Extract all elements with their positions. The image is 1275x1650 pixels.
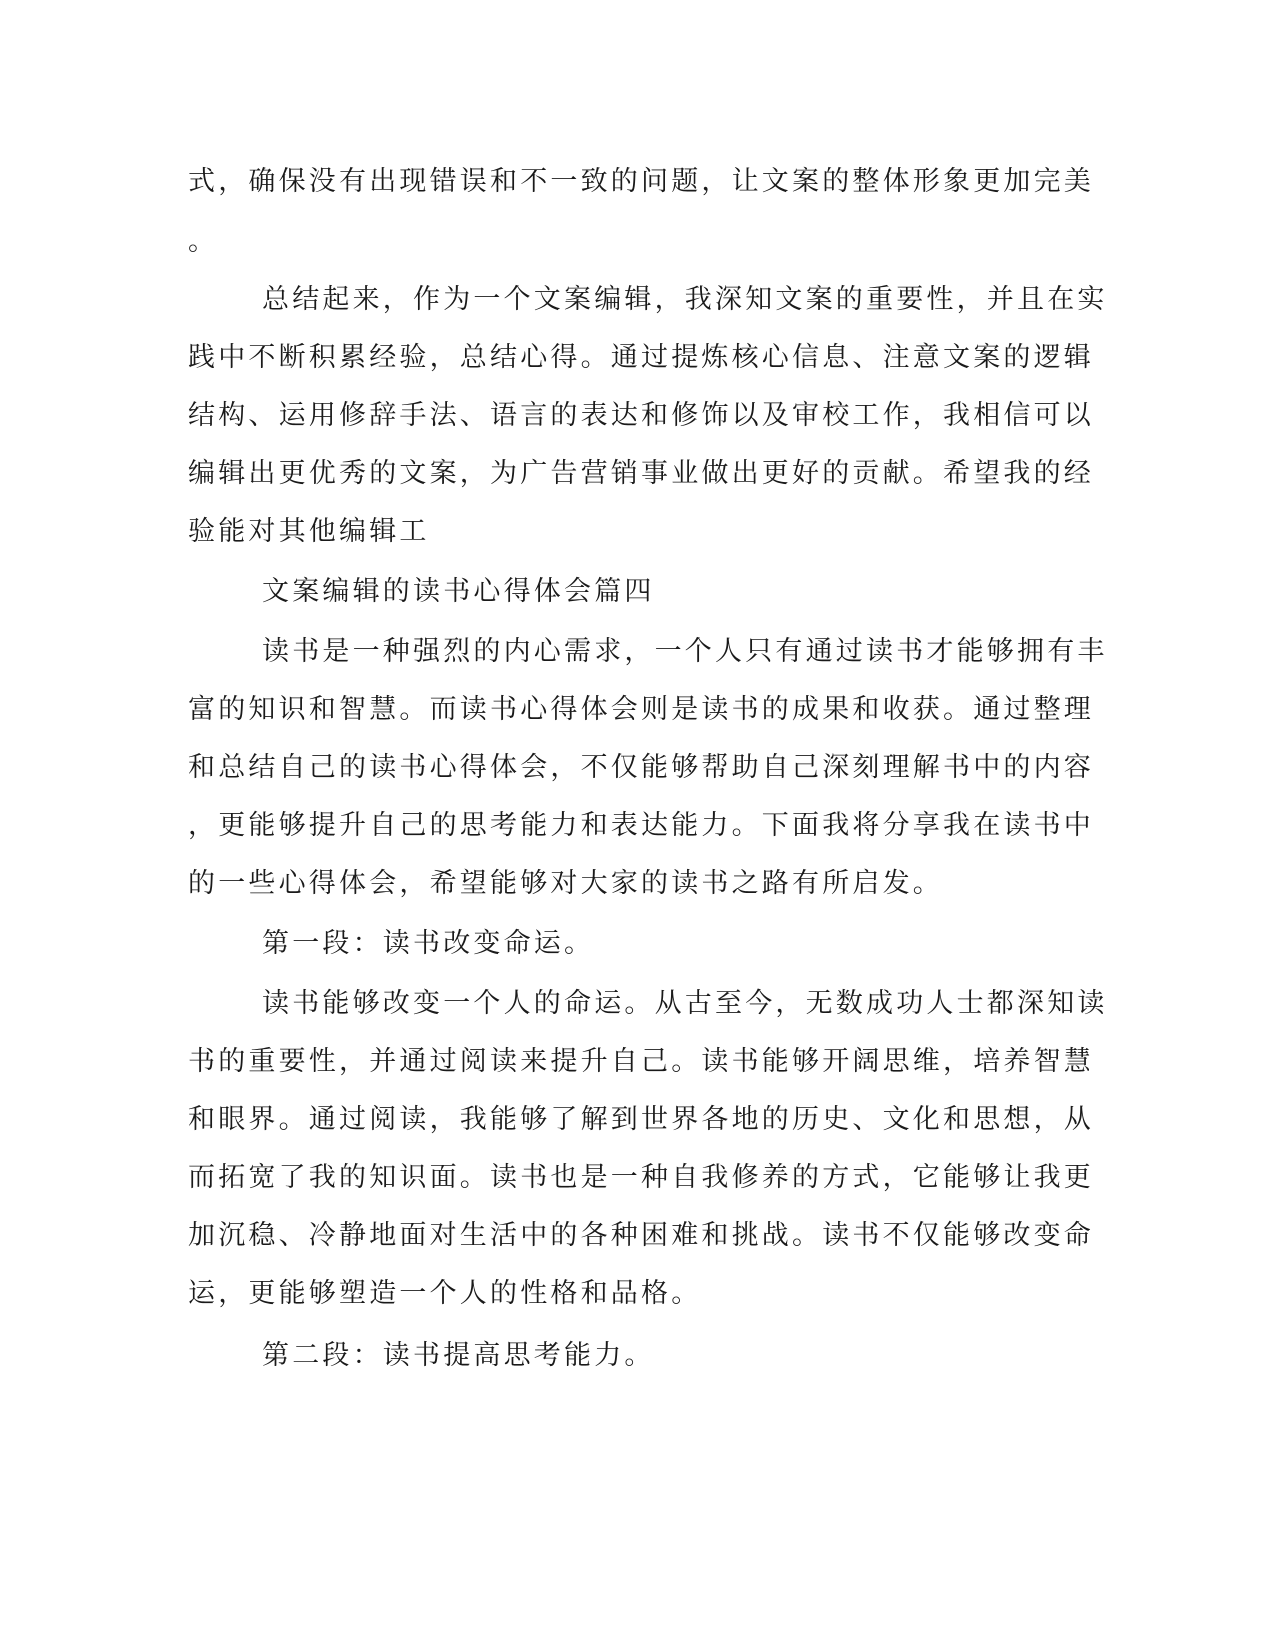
text-line: 结构、运用修辞手法、语言的表达和修饰以及审校工作，我相信可以 [188, 400, 1094, 431]
text-line: 和总结自己的读书心得体会，不仅能够帮助自己深刻理解书中的内容 [188, 752, 1094, 783]
text-line: 践中不断积累经验，总结心得。通过提炼核心信息、注意文案的逻辑 [188, 342, 1094, 373]
text-line: 而拓宽了我的知识面。读书也是一种自我修养的方式，它能够让我更 [188, 1162, 1094, 1193]
text-line: 式，确保没有出现错误和不一致的问题，让文案的整体形象更加完美 [188, 166, 1094, 197]
subsection-heading: 第一段：读书改变命运。 [262, 928, 595, 959]
paragraph-start-line: 读书是一种强烈的内心需求，一个人只有通过读书才能够拥有丰 [262, 636, 1108, 667]
paragraph-start-line: 读书能够改变一个人的命运。从古至今，无数成功人士都深知读 [262, 988, 1108, 1019]
text-line: 的一些心得体会，希望能够对大家的读书之路有所启发。 [188, 868, 943, 899]
text-line: 富的知识和智慧。而读书心得体会则是读书的成果和收获。通过整理 [188, 694, 1094, 725]
text-line: 和眼界。通过阅读，我能够了解到世界各地的历史、文化和思想，从 [188, 1104, 1094, 1135]
paragraph-start-line: 总结起来，作为一个文案编辑，我深知文案的重要性，并且在实 [262, 284, 1108, 315]
text-line: 编辑出更优秀的文案，为广告营销事业做出更好的贡献。希望我的经 [188, 458, 1094, 489]
text-line: 书的重要性，并通过阅读来提升自己。读书能够开阔思维，培养智慧 [188, 1046, 1094, 1077]
text-line: 加沉稳、冷静地面对生活中的各种困难和挑战。读书不仅能够改变命 [188, 1220, 1094, 1251]
text-line: ，更能够提升自己的思考能力和表达能力。下面我将分享我在读书中 [188, 810, 1094, 841]
text-line: 验能对其他编辑工 [188, 516, 430, 547]
text-line: 运，更能够塑造一个人的性格和品格。 [188, 1278, 702, 1309]
section-title: 文案编辑的读书心得体会篇四 [262, 576, 655, 607]
text-line: 。 [188, 226, 219, 257]
subsection-heading: 第二段：读书提高思考能力。 [262, 1340, 655, 1371]
